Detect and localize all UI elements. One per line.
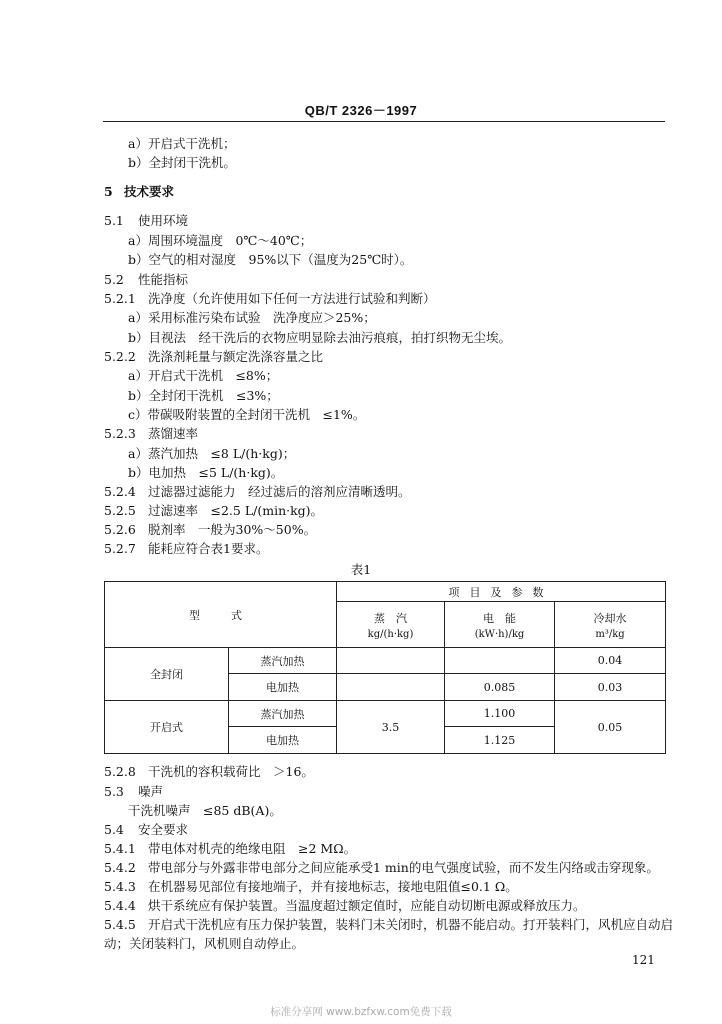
- list-item: b）全封闭干洗机。: [128, 155, 237, 170]
- section-heading: 5.3 噪声: [104, 784, 164, 799]
- steam-cell: 3.5: [337, 701, 445, 754]
- table-caption: 表1: [350, 562, 372, 577]
- list-item: 干洗机噪声 ≤85 dB(A)。: [128, 803, 282, 818]
- group-label: 开启式: [105, 701, 229, 754]
- section-heading: 5.2 性能指标: [104, 272, 189, 287]
- water-cell: 0.03: [555, 674, 666, 701]
- power-cell: [445, 648, 555, 674]
- col-header-type: 型 式: [105, 582, 337, 648]
- footer-watermark: 标准分享网 www.bzfxw.com免费下载: [270, 1006, 452, 1018]
- heat-type-cell: 蒸汽加热: [229, 701, 337, 727]
- clause: 5.4.1 带电体对机壳的绝缘电阻 ≥2 MΩ。: [104, 841, 357, 856]
- table-row: [105, 701, 666, 727]
- list-item: a）周围环境温度 0℃～40℃；: [128, 233, 313, 248]
- clause: 5.2.4 过滤器过滤能力 经过滤后的溶剂应清晰透明。: [104, 484, 411, 499]
- section-heading: 5.4 安全要求: [104, 822, 189, 837]
- clause: 5.4.2 带电部分与外露非带电部分之间应能承受1 min的电气强度试验，而不发生闪络或击穿现象。: [104, 860, 659, 875]
- col-header-steam: 蒸 汽 kg/(h·kg): [337, 602, 445, 648]
- heat-type-cell: 蒸汽加热: [229, 648, 337, 674]
- list-item: b）电加热 ≤5 L/(h·kg)。: [128, 465, 284, 480]
- page-number: 121: [632, 953, 655, 967]
- list-item: b）空气的相对湿度 95%以下（温度为25℃时）。: [128, 252, 413, 267]
- clause: 5.4.3 在机器易见部位有接地端子，并有接地标志，接地电阻值≤0.1 Ω。: [104, 879, 518, 894]
- heat-type-cell: 电加热: [229, 674, 337, 701]
- group-label: 全封闭: [105, 648, 229, 701]
- power-cell: 0.085: [445, 674, 555, 701]
- list-item: b）全封闭干洗机 ≤3%；: [128, 388, 279, 403]
- clause: 5.2.6 脱剂率 一般为30%～50%。: [104, 522, 317, 537]
- col-header-power: 电 能 (kW·h)/kg: [445, 602, 555, 648]
- list-item: c）带碳吸附装置的全封闭干洗机 ≤1%。: [128, 407, 366, 422]
- clause: 5.2.3 蒸馏速率: [104, 426, 199, 441]
- steam-cell: [337, 674, 445, 701]
- energy-table: [104, 581, 666, 754]
- standard-code-header: QB/T 2326－1997: [304, 103, 418, 118]
- clause: 5.2.5 过滤速率 ≤2.5 L/(min·kg)。: [104, 503, 324, 518]
- col-header-water: 冷却水 m³/kg: [555, 602, 666, 648]
- water-cell: 0.04: [555, 648, 666, 674]
- header-rule: [103, 121, 665, 122]
- power-cell: 1.125: [445, 727, 555, 754]
- water-cell: 0.05: [555, 701, 666, 754]
- list-item: a）开启式干洗机；: [128, 136, 236, 151]
- col-header-group: 项目及参数: [337, 582, 666, 602]
- clause: 5.2.2 洗涤剂耗量与额定洗涤容量之比: [104, 349, 324, 364]
- list-item: b）目视法 经干洗后的衣物应明显除去油污痕痕，拍打织物无尘埃。: [128, 330, 512, 345]
- list-item: a）蒸汽加热 ≤8 L/(h·kg)；: [128, 446, 296, 461]
- clause: 5.2.7 能耗应符合表1要求。: [104, 541, 269, 556]
- list-item: a）开启式干洗机 ≤8%；: [128, 368, 279, 383]
- heat-type-cell: 电加热: [229, 727, 337, 754]
- section-heading: 5.1 使用环境: [104, 213, 189, 228]
- list-item: a）采用标准污染布试验 洗净度应＞25%；: [128, 310, 376, 325]
- power-cell: 1.100: [445, 701, 555, 727]
- clause: 5.4.4 烘干系统应有保护装置。当温度超过额定值时，应能自动切断电源或释放压力。: [104, 898, 586, 913]
- clause: 5.2.8 干洗机的容积载荷比 ＞16。: [104, 764, 314, 779]
- clause: 5.2.1 洗净度（允许使用如下任何一方法进行试验和判断）: [104, 291, 436, 306]
- clause-continuation: 动；关闭装料门，风机则自动停止。: [104, 936, 305, 951]
- section-heading: 5 技术要求: [104, 184, 175, 199]
- steam-cell: [337, 648, 445, 674]
- clause: 5.4.5 开启式干洗机应有压力保护装置，装料门未关闭时，机器不能启动。打开装料门，风机应自动启: [104, 917, 674, 932]
- table-row: [105, 648, 666, 674]
